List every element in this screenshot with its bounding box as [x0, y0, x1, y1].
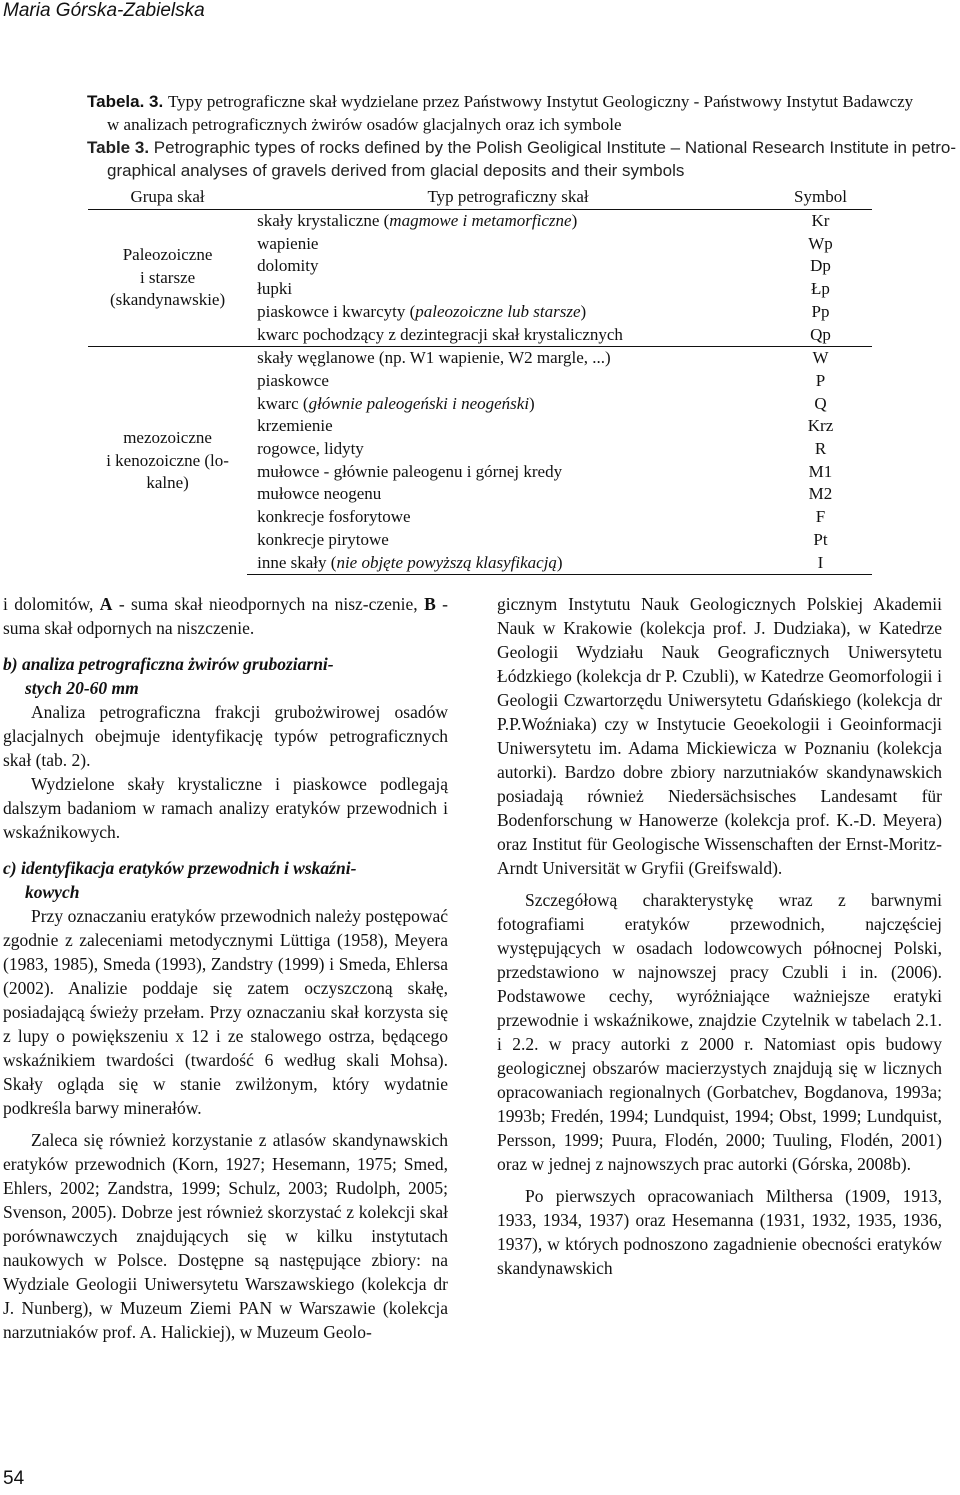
rock-type-text: konkrecje pirytowe: [257, 529, 389, 549]
caption-pl-label: Tabela. 3.: [87, 92, 164, 111]
rock-type-cell: [247, 233, 769, 256]
rock-type-text: krzemienie: [257, 416, 333, 436]
page-number: 54: [3, 1468, 25, 1489]
rock-symbol-cell: Pt: [813, 529, 828, 549]
right-paragraph-3: Po pierwszych opracowaniach Milthersa (1909, 1913, 1933, 1934, 1937) oraz Hesemanna (1931, 1932, 1935, 1936, 1937), w których podnoszono zagadnienie obecności eratyków skandynawskich: [497, 1186, 942, 1278]
rock-symbol-cell: P: [815, 370, 826, 390]
rock-type-text: rogowce, lidyty: [257, 439, 364, 459]
rock-type-text: konkrecje fosforytowe: [257, 507, 411, 527]
rock-symbol-cell: Pp: [811, 301, 830, 321]
caption-en-line-1: [87, 136, 960, 159]
heading-line: kowych: [25, 882, 80, 902]
header-symbol: Symbol: [769, 185, 872, 210]
caption-pl-line-1: [87, 90, 960, 113]
symbol-a: A: [99, 594, 113, 614]
table-header-row: [88, 185, 872, 210]
table-caption: [87, 90, 960, 182]
rock-type-italic: paleozoiczne lub starsze: [415, 301, 581, 321]
rock-type-text: mułowce - głównie paleogenu i górnej kredy: [257, 461, 563, 481]
rock-type-cell: [247, 255, 769, 278]
rock-type-text-end: ): [580, 301, 587, 321]
rock-symbol-cell: Kr: [811, 211, 830, 230]
rock-type-cell: [247, 301, 769, 324]
rock-type-cell: [247, 506, 769, 529]
table-row: [88, 210, 872, 233]
table-row: [88, 347, 872, 370]
rock-type-text: skały węglanowe (np. W1 wapienie, W2 margle, ...): [257, 348, 611, 368]
symbol-b: B: [424, 594, 436, 614]
caption-pl-text-1: Typy petrograficzne skał wydzielane przez Państwowy Instytut Geologiczny - Państwowy Instytut Badawczy: [167, 92, 914, 111]
rock-group-label-line: kalne): [146, 473, 189, 493]
rock-symbol-cell: W: [769, 347, 872, 370]
running-head: Maria Górska-Zabielska: [3, 0, 205, 21]
left-paragraph-5: Zaleca się również korzystanie z atlasów skandynawskich eratyków przewodnich (Korn, 1927; Hesemann, 1975; Smed, Ehlers, 2002; Zandstra, 1999; Schulz, 2003; Rudolph, 2005; Svenson, 2005). Dobrze jest również skorzystać z kolekcji skał porównawczych znajdujących się w kilku instytutach naukowych w Polsce. Dostępne są następujące zbiory: na Wydziale Geologii Uniwersytetu Warszawskiego (kolekcja dr J. Nunberg), w Muzeum Ziemi PAN w Warszawie (kolekcja narzutniaków prof. A. Halickiej), w Muzeum Geolo-: [3, 1130, 448, 1342]
rock-type-cell: [247, 483, 769, 506]
rock-symbol-cell: Wp: [808, 233, 833, 253]
section-heading-c: [3, 856, 448, 904]
rock-type-cell: [247, 393, 769, 416]
rock-group-label-line: (skandynawskie): [109, 290, 226, 310]
rock-type-text: mułowce neogenu: [257, 484, 382, 504]
text-run: - suma skał nieodpornych na nisz-czenie,: [112, 594, 425, 614]
rock-types-table: [88, 185, 872, 575]
left-paragraph-1: [3, 592, 448, 640]
rock-type-cell: [247, 461, 769, 484]
rock-type-text: piaskowce i kwarcyty (: [257, 301, 416, 321]
rock-type-italic: magmowe i metamorficzne: [389, 211, 572, 230]
caption-pl-line-2: w analizach petrograficznych żwirów osadów glacjalnych oraz ich symbole: [107, 115, 622, 134]
left-paragraph-4: Przy oznaczaniu eratyków przewodnich należy postępować zgodnie z zaleceniami metodycznymi Lüttiga (1958), Meyera (1983, 1985), Smeda (1993), Zandstry (1999) i Smeda, Ehlersa (2002). Analizie poddaje się zatem oczyszczoną skałę, posiadającą świeży przełam. Przy oznaczaniu skał korzysta się z lupy o powiększeniu x 12 i ze stalowego ostrza, będącego wskaźnikiem twardości (twardość 6 według skali Mohsa). Skały ogląda się w stanie zwilżonym, który wydatnie podkreśla barwy minerałów.: [3, 906, 448, 1118]
rock-group-label-line: i kenozoiczne (lo-: [106, 450, 229, 470]
text-run: i dolomitów,: [3, 594, 100, 614]
rock-symbol-cell: Łp: [811, 279, 830, 299]
rock-type-cell: [247, 552, 769, 575]
header-group: Grupa skał: [88, 185, 247, 210]
rock-group-label-line: i starsze: [139, 267, 196, 287]
caption-en-text-1: Petrographic types of rocks defined by the Polish Geoligical Institute – National Research Institute in petro-: [153, 138, 957, 157]
rock-type-cell: [247, 438, 769, 461]
section-heading-b: [3, 652, 448, 700]
heading-line: b) analiza petrograficzna żwirów gruboziarni-: [3, 654, 334, 674]
rock-type-text: kwarc pochodzący z dezintegracji skał krystalicznych: [257, 324, 623, 344]
heading-line: c) identyfikacja eratyków przewodnich i wskaźni-: [3, 858, 357, 878]
table-body: [88, 210, 872, 575]
caption-en-line-2: graphical analyses of gravels derived from glacial deposits and their symbols: [107, 161, 685, 180]
left-paragraph-3: Wydzielone skały krystaliczne i piaskowce podlegają dalszym badaniom w ramach analizy eratyków przewodnich i wskaźnikowych.: [3, 774, 448, 842]
right-column: [497, 592, 942, 1280]
rock-type-cell: [247, 529, 769, 552]
rock-type-text: piaskowce: [257, 370, 329, 390]
rock-type-cell: [247, 210, 769, 233]
rock-group-cell: [88, 347, 247, 575]
rock-symbol-cell: Dp: [810, 256, 831, 276]
rock-type-text: wapienie: [257, 233, 319, 253]
header-type: Typ petrograficzny skał: [247, 185, 769, 210]
rock-type-cell: [247, 415, 769, 438]
rock-type-text: kwarc (: [257, 393, 309, 413]
rock-group-label-line: Paleozoiczne: [122, 245, 213, 265]
rock-type-text: inne skały (: [257, 552, 337, 572]
right-paragraph-2: Szczegółową charakterystykę wraz z barwnymi fotografiami eratyków przewodnich, najczęściej występujących w osadach lodowcowych północnej Polski, przedstawiono w najnowszej pracy Czubli i in. (2006). Podstawowe cechy, wyróżniające ważniejsze eratyki przewodnie i wskaźnikowe, znajdzie Czytelnik w tabelach 2.1. i 2.2. w pracy autorki z 2000 r. Natomiast opis budowy geologicznej obszarów macierzystych znajdują się w licznych opracowaniach regionalnych (Gorbatchev, Bogdanova, 1993a; 1993b; Fredén, 1994; Lundquist, 1994; Obst, 1999; Lundquist, Persson, 1999; Puura, Flodén, 2000; Tuuling, Flodén, 2001) oraz w jednej z najnowszych prac autorki (Górska, 2008b).: [497, 890, 942, 1174]
rock-type-cell: [247, 324, 769, 347]
rock-group-label-line: mezozoiczne: [123, 427, 212, 447]
rock-type-text: skały krystaliczne (: [257, 211, 390, 230]
rock-symbol-cell: M2: [808, 484, 833, 504]
rock-type-text-end: ): [556, 552, 563, 572]
rock-symbol-cell: Qp: [810, 324, 831, 344]
text-run: - suma skał odpornych na niszczenie.: [3, 594, 449, 638]
heading-line: stych 20-60 mm: [25, 678, 139, 698]
rock-symbol-cell: I: [769, 552, 872, 575]
rock-symbol-cell: Q: [814, 393, 827, 413]
rock-type-cell: [247, 347, 769, 370]
caption-en-label: Table 3.: [87, 138, 150, 157]
left-column: [3, 592, 448, 1344]
rock-group-cell: [88, 210, 247, 347]
rock-type-text-end: ): [571, 211, 578, 230]
right-paragraph-1: gicznym Instytutu Nauk Geologicznych Polskiej Akademii Nauk w Krakowie (kolekcja prof. J. Dudziaka), w Katedrze Geologii Wydziału Nauk Geograficznych Uniwersytetu Łódzkiego (kolekcja dr P. Czubli), w Katedrze Geomorfologii i Geologii Czwartorzędu Uniwersytetu Gdańskiego (kolekcja dr P.P.Woźniaka) czy w Instytucie Geoekologii i Geoinformacji Uniwersytetu im. Adama Mickiewicza w Poznaniu (kolekcja autorki). Bardzo dobre zbiory narzutniaków skandynawskich posiadają również Niedersächsisches Landesamt für Bodenforschung w Hanowerze (kolekcja prof. K.-D. Meyera) oraz Institut für Geologische Wissenschaften der Ernst-Moritz-Arndt Universität w Gryfii (Greifswald).: [497, 594, 942, 878]
rock-symbol-cell: F: [815, 507, 826, 527]
rock-symbol-cell: R: [814, 439, 827, 459]
rock-symbol-cell: M1: [808, 461, 833, 481]
rock-symbol-cell: Krz: [807, 416, 834, 436]
rock-type-italic: nie objęte powyższą klasyfikacją: [336, 552, 557, 572]
rock-type-cell: [247, 370, 769, 393]
rock-type-italic: głównie paleogeński i neogeński: [308, 393, 530, 413]
rock-type-text-end: ): [529, 393, 535, 413]
rock-type-text: łupki: [257, 279, 293, 299]
rock-type-text: dolomity: [257, 256, 319, 276]
rock-type-cell: [247, 278, 769, 301]
left-paragraph-2: Analiza petrograficzna frakcji grubożwirowej osadów glacjalnych obejmuje identyfikację typów petrograficznych skał (tab. 2).: [3, 702, 448, 770]
